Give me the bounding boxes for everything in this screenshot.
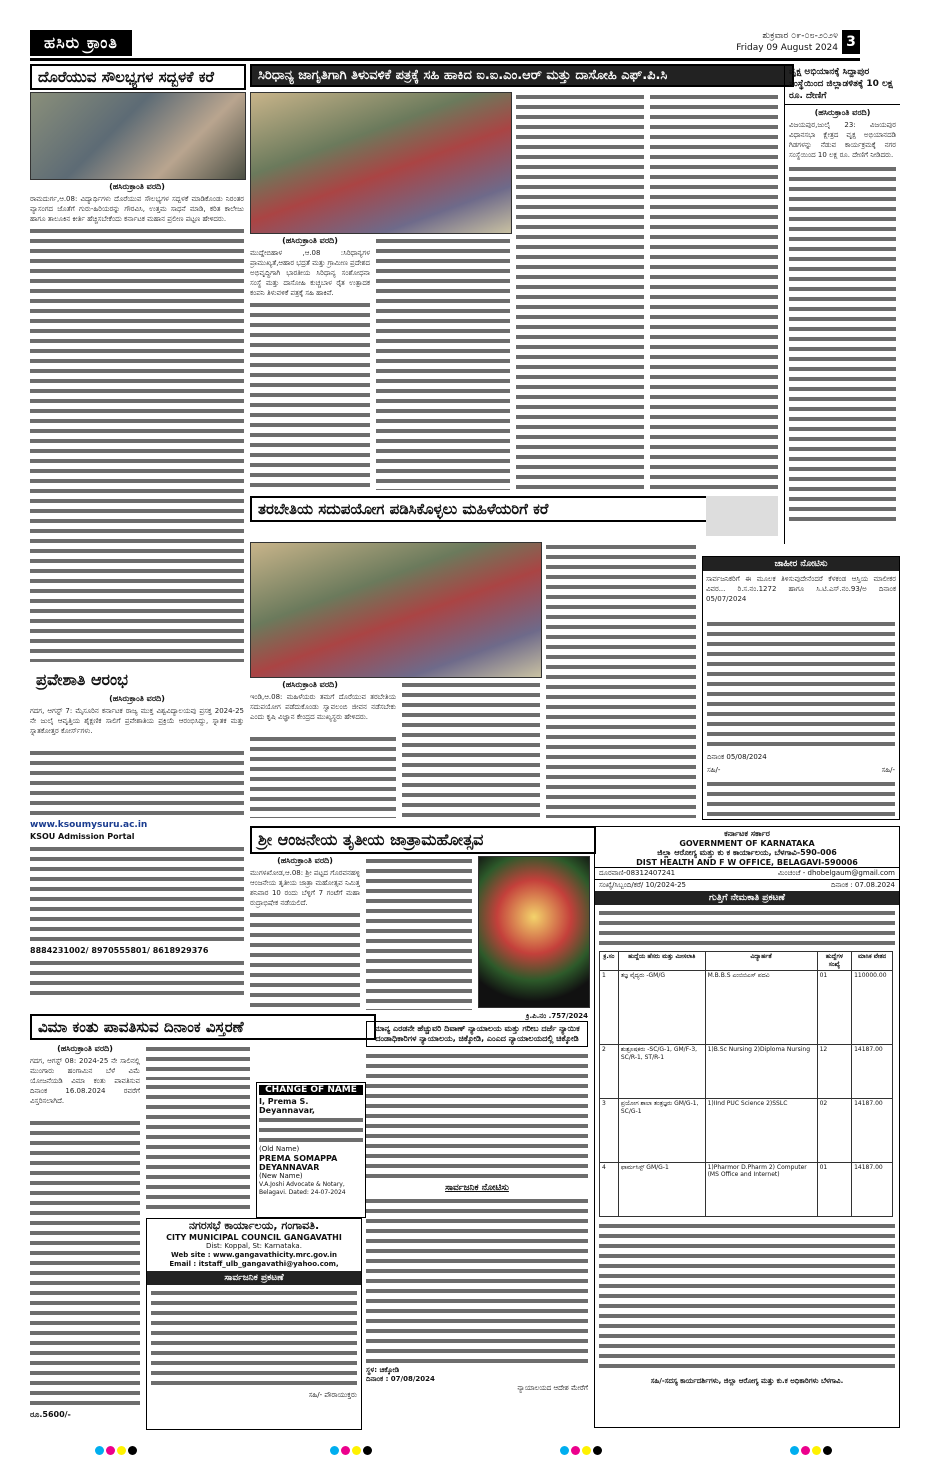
health-gov-en: GOVERNMENT OF KARNATAKA: [679, 839, 815, 848]
jahira-sign-left: ಸಹಿ/-: [707, 766, 721, 774]
registration-marks-center-right: [560, 1440, 604, 1459]
row-count: 12: [817, 1045, 852, 1099]
training-body-col2: [402, 680, 540, 818]
row-qualification: 1)IInd PUC Science 2)SSLC: [705, 1099, 817, 1163]
health-gov-kn: ಕರ್ನಾಟಕ ಸರ್ಕಾರ: [724, 829, 770, 838]
row-count: 01: [817, 971, 852, 1045]
millets-body-col4: [650, 92, 778, 490]
sidebar-headline: ವೃಕ್ಷ ಅಭಿಯಾನಕ್ಕೆ ಸಿದ್ದಾಪುರ ಸಂಸ್ಥೆಯಿಂದ ಜಿಲ್ಲಾಡಳಿತಕ್ಕೆ 10 ಲಕ್ಷ ರೂ. ದೇಣಿಗೆ: [785, 64, 900, 105]
row-post: ತಜ್ಞ ವೈದ್ಯರು -GM/G: [618, 971, 705, 1045]
change-of-name-advocate: V.A.Joshi Advocate & Notary, Belagavi. Dated: 24-07-2024: [259, 1181, 346, 1196]
table-header: ಕ್ರ.ಸಂ: [600, 952, 619, 971]
admission-phones: 8884231002/ 8970555801/ 8618929376: [30, 946, 209, 955]
court-place: ಸ್ಥಳ: ಚಿಕ್ಕೋಡಿ: [366, 1366, 400, 1374]
row-post: ಫಾರ್ಮಸಿಸ್ಟ್ GM/G-1: [618, 1163, 705, 1217]
change-of-name-old-label: (Old Name): [259, 1145, 300, 1153]
change-of-name-old: I, Prema S. Deyannavar,: [259, 1097, 315, 1115]
facilities-photo: [30, 92, 246, 180]
newspaper-title: ಹಸಿರು ಕ್ರಾಂತಿ: [30, 30, 132, 56]
change-of-name-title: CHANGE OF NAME: [259, 1085, 363, 1095]
insurance-amount: ರೂ.5600/-: [30, 1410, 71, 1419]
training-photo: [250, 542, 542, 678]
health-posts-table: [599, 951, 893, 1217]
millets-lead: ಮುದ್ದೇಬಿಹಾಳ ,ಆ.08 :ಸಿರಿಧಾನ್ಯಗಳ ಪ್ರಾಮುಖ್ಯತೆ,ಆಹಾರ ಭದ್ರತೆ ಮತ್ತು ಗ್ರಾಮೀಣ ಪ್ರದೇಶದ ಅಭಿವೃದ್ಧಿಗಾಗಿ ಭಾರತೀಯ ಸಿರಿಧಾನ್ಯ ಸಂಶೋಧನಾ ಸಂಸ್ಥೆ ಮತ್ತು ದಾಸೋಹಿ ಕುಚ್ಚಬಾಳ ರೈತ ಉತ್ಪಾದಕ ಕಂಪನಿ ತಿಳುವಳಿಕೆ ಪತ್ರಕ್ಕೆ ಸಹಿ ಹಾಕಿವೆ.: [250, 249, 370, 297]
health-notice-intro: [599, 908, 895, 948]
court-parties: [366, 1051, 588, 1181]
health-email: ಮಿಂಚಂಚೆ - dhobelgaum@gmail.com: [777, 869, 895, 877]
court-sign: ನ್ಯಾಯಾಲಯದ ಆದೇಶ ಮೇರೆಗೆ: [517, 1384, 588, 1392]
registration-marks-left: [95, 1440, 139, 1459]
row-count: 02: [817, 1099, 852, 1163]
issue-date: [736, 30, 838, 54]
admission-body-2: [30, 844, 244, 944]
admission-website[interactable]: www.ksoumysuru.ac.in: [30, 820, 148, 830]
health-sign: ಸಹಿ/-ಸದಸ್ಯ ಕಾರ್ಯದರ್ಶಿಗಳು, ಜಿಲ್ಲಾ ಆರೋಗ್ಯ ಮತ್ತು ಕು.ಕ ಅಧಿಕಾರಿಗಳು ಬೆಳಗಾವಿ.: [650, 1377, 844, 1385]
health-office-kn: ಜಿಲ್ಲಾ ಆರೋಗ್ಯ ಮತ್ತು ಕು ಕ ಕಾರ್ಯಾಲಯ, ಬೆಳಗಾವಿ-590-006: [657, 848, 837, 857]
issue-date-en: Friday 09 August 2024: [736, 43, 838, 53]
training-lead: ಇಂಡಿ,ಆ.08: ಮಹಿಳೆಯರು ತಮಗೆ ದೊರೆಯುವ ತರಬೇತಿಯ ಸದುಪಯೋಗ ಪಡೆದುಕೊಂಡು ಸ್ವಾವಲಂಬಿ ಜೀವನ ನಡೆಸಬೇಕು ಎಂದು ಕೃಷಿ ವಿಜ್ಞಾನ ಕೇಂದ್ರದ ಮುಖ್ಯಸ್ಥರು ಹೇಳಿದರು.: [250, 693, 396, 721]
jahira-notice-body: [707, 619, 895, 749]
court-date: ದಿನಾಂಕ : 07/08/2024: [366, 1375, 435, 1383]
health-date: ದಿನಾಂಕ : 07.08.2024: [830, 881, 895, 889]
municipal-sign: ಸಹಿ/- ಪೌರಾಯುಕ್ತರು: [308, 1391, 357, 1399]
jatra-byline: (ಹಸಿರುಕ್ರಾಂತಿ ವರದಿ): [277, 856, 333, 865]
jahira-sign-right: ಸಹಿ/-: [881, 766, 895, 774]
health-phone: ದೂರವಾಣಿ-08312407241: [599, 869, 676, 877]
jatra-headline: ಶ್ರೀ ಆಂಜನೇಯ ತೃತೀಯ ಜಾತ್ರಾಮಹೋತ್ಸವ: [250, 826, 596, 854]
millets-body-col2: [376, 236, 510, 490]
row-count: 01: [817, 1163, 852, 1217]
admission-body-3: [30, 958, 244, 998]
municipal-website[interactable]: Web site : www.gangavathicity.mrc.gov.in: [171, 1251, 337, 1259]
row-salary: 14187.00: [852, 1045, 893, 1099]
row-no: 4: [600, 1163, 619, 1217]
jahira-notice: [702, 556, 900, 820]
jatra-body-col2: [366, 856, 472, 1010]
admission-headline: ಪ್ರವೇಶಾತಿ ಆರಂಭ: [30, 668, 242, 692]
facilities-body: [30, 226, 244, 662]
training-spacer: [706, 496, 778, 536]
jahira-notice-lead: ಸಾರ್ವಜನಿಕರಿಗೆ ಈ ಮೂಲಕ ತಿಳಿಸುವುದೇನೆಂದರೆ ಕೆಳಕಂಡ ಆಸ್ತಿಯ ಮಾಲೀಕರ ವಿವರ... ರಿ.ಸ.ನಂ.1272 ಹಾಗೂ ಸಿ.ಟಿ.ಎಸ್.ನಂ.93/ಅ ದಿನಾಂಕ 05/07/2024: [706, 575, 896, 603]
row-salary: 14187.00: [852, 1163, 893, 1217]
jatra-deity-photo: [478, 856, 590, 1008]
registration-marks-center: [330, 1440, 374, 1459]
admission-byline: (ಹಸಿರುಕ್ರಾಂತಿ ವರದಿ): [109, 694, 165, 703]
insurance-body-col3: [146, 1082, 250, 1212]
table-row: [600, 1163, 893, 1217]
row-post: ಪ್ರಯೋಗ ಶಾಲಾ ತಂತ್ರಜ್ಞರು GM/G-1, SC/G-1: [618, 1099, 705, 1163]
change-of-name-new: PREMA SOMAPPA DEYANNAVAR: [259, 1154, 338, 1172]
sidebar-lead: ವಿಜಯಪುರ,ಜುಲೈ 23: ವಿಜಯಪುರ ವಿಧಾನಸಭಾ ಕ್ಷೇತ್ರದ ವೃಕ್ಷ ಅಭಿಯಾನದಡಿ ಗಿಡಗಳನ್ನು ನೆಡುವ ಕಾರ್ಯಕ್ರಮಕ್ಕೆ ನಗರ ಸಂಸ್ಥೆಯಿಂದ 10 ಲಕ್ಷ ರೂ. ದೇಣಿಗೆ ನೀಡಿದರು.: [789, 121, 896, 159]
municipal-notice-title: ಸಾರ್ವಜನಿಕ ಪ್ರಕಟಣೆ: [147, 1271, 361, 1285]
health-notice: [594, 826, 900, 1428]
training-body-col1: [250, 734, 396, 818]
court-case-no: ಕ್ರಿ.ಪಿ.ನಂ .757/2024: [525, 1012, 588, 1020]
insurance-headline: ವಿಮಾ ಕಂತು ಪಾವತಿಸುವ ದಿನಾಂಕ ವಿಸ್ತರಣೆ: [30, 1014, 376, 1040]
sidebar-byline: (ಹಸಿರುಕ್ರಾಂತಿ ವರದಿ): [814, 108, 871, 117]
change-of-name-notice: [256, 1082, 366, 1218]
municipal-notice: [146, 1218, 362, 1430]
court-notice: [366, 1012, 588, 1428]
masthead: [30, 30, 860, 61]
table-row: [600, 1099, 893, 1163]
facilities-byline: (ಹಸಿರುಕ್ರಾಂತಿ ವರದಿ): [109, 182, 165, 191]
municipal-title-en: CITY MUNICIPAL COUNCIL GANGAVATHI: [166, 1233, 342, 1242]
admission-lead: ಗದಗ, ಆಗಸ್ಟ್ 7: ಮೈಸೂರಿನ ಕರ್ನಾಟಕ ರಾಜ್ಯ ಮುಕ್ತ ವಿಶ್ವವಿದ್ಯಾಲಯವು ಪ್ರಸಕ್ತ 2024-25 ನೇ ಜುಲೈ ಆವೃತ್ತಿಯ ಶೈಕ್ಷಣಿಕ ಸಾಲಿಗೆ ಪ್ರವೇಶಾತಿಯ ಪ್ರಕ್ರಿಯೆ ಆರಂಭಿಸಿದ್ದು, ಸ್ನಾತಕ ಮತ್ತು ಸ್ನಾತಕೋತ್ತರ ಕೋರ್ಸ್‌ಗಳು.: [30, 707, 244, 735]
millets-headline: ಸಿರಿಧಾನ್ಯ ಜಾಗೃತಿಗಾಗಿ ತಿಳುವಳಿಕೆ ಪತ್ರಕ್ಕೆ ಸಹಿ ಹಾಕಿದ ಐ.ಐ.ಎಂ.ಆರ್ ಮತ್ತು ದಾಸೋಹಿ ಎಫ್.ಪಿ.ಸಿ: [250, 64, 794, 87]
row-salary: 110000.00: [852, 971, 893, 1045]
millets-byline: (ಹಸಿರುಕ್ರಾಂತಿ ವರದಿ): [282, 236, 338, 245]
health-notice-title: ಗುತ್ತಿಗೆ ನೇಮಕಾತಿ ಪ್ರಕಟಣೆ: [595, 891, 899, 905]
row-no: 2: [600, 1045, 619, 1099]
health-ref: ಸಂಖ್ಯೆ/ಸಿಬ್ಬಂದಿ/ಕರೆ/ 10/2024-25: [599, 881, 686, 889]
row-salary: 14187.00: [852, 1099, 893, 1163]
sidebar-article: [784, 64, 900, 544]
table-header: ಹುದ್ದೆಗಳ ಸಂಖ್ಯೆ: [817, 952, 852, 971]
facilities-lead: ರಾಮದುರ್ಗ,ಆ.08: ವಿದ್ಯಾರ್ಥಿಗಳು ದೊರೆಯುವ ಸೌಲಭ್ಯಗಳ ಸದ್ಬಳಕೆ ಮಾಡಿಕೊಂಡು ನಿರಂತರ ವ್ಯಾಸಂಗದ ಜೊತೆಗೆ ಗುರು-ಹಿರಿಯರನ್ನು ಗೌರವಿಸಿ, ಉತ್ತಮ ಸಾಧನೆ ಮಾಡಿ, ಕರಿತ ಕಾಲೇಜು ಹಾಗೂ ತಾಲೂಕಿನ ಕೀರ್ತಿ ಹೆಚ್ಚಿಸಬೇಕೆಂದು ಕರ್ನಾಟಕ ಮಹಾನ ಪ್ರಲೀಣ ಪಟ್ಟಣ ಹೇಳಿದರು.: [30, 195, 244, 223]
municipal-email[interactable]: Email : itstaff_ulb_gangavathi@yahoo.com,: [169, 1260, 339, 1268]
row-qualification: 1)B.Sc Nursing 2)Diploma Nursing: [705, 1045, 817, 1099]
facilities-headline: ದೊರೆಯುವ ಸೌಲಭ್ಯಗಳ ಸದ್ಬಳಕೆ ಕರೆ: [30, 64, 246, 90]
jahira-notice-date: ದಿನಾಂಕ 05/08/2024: [707, 753, 767, 761]
millets-photo: [250, 92, 512, 234]
municipal-title: ನಗರಸಭೆ ಕಾರ್ಯಾಲಯ, ಗಂಗಾವತಿ.: [188, 1219, 320, 1232]
municipal-district: Dist: Koppal, St: Karnataka.: [206, 1242, 302, 1250]
table-header-row: [600, 952, 893, 971]
insurance-byline: (ಹಸಿರುಕ್ರಾಂತಿ ವರದಿ): [57, 1044, 113, 1053]
sidebar-body: [789, 164, 896, 524]
issue-date-kn: ಶುಕ್ರವಾರ ೦೯-೦೮-೨೦೨೪: [762, 31, 838, 41]
insurance-lead: ಗದಗ, ಆಗಸ್ಟ್ 08: 2024-25 ನೇ ಸಾಲಿನಲ್ಲಿ ಮುಂಗಾರು ಹಂಗಾಮಿನ ಬೆಳೆ ವಿಮೆ ಯೋಜನೆಯಡಿ ವಿಮಾ ಕಂತು ಪಾವತಿಸುವ ದಿನಾಂಕ 16.08.2024 ರವರೆಗೆ ವಿಸ್ತರಿಸಲಾಗಿದೆ.: [30, 1057, 140, 1105]
insurance-body-col2: [146, 1044, 250, 1080]
change-of-name-body: [259, 1115, 363, 1145]
training-body-col3: [546, 542, 696, 818]
page-number: 3: [842, 30, 860, 54]
change-of-name-new-label: (New Name): [259, 1172, 303, 1180]
jatra-body-col1: [250, 910, 360, 1010]
court-title: ಮಾನ್ಯ ಎರಡನೇ ಹೆಚ್ಚುವರಿ ದಿವಾಣ್ ನ್ಯಾಯಾಲಯ ಮತ್ತು ಗರೀಬ ದರ್ಜೆ ನ್ಯಾಯಿಕ ದಂಡಾಧಿಕಾರಿಗಳ ನ್ಯಾಯಾಲಯ, ಚಿಕ್ಕೋಡಿ, ಎಂಎದ ನ್ಯಾಯಾಲಯದಲ್ಲಿ ಚಿಕ್ಕೋಡಿ: [366, 1021, 588, 1047]
training-byline: (ಹಸಿರುಕ್ರಾಂತಿ ವರದಿ): [282, 680, 338, 689]
row-no: 3: [600, 1099, 619, 1163]
court-notice-title: ಸಾರ್ವಜನಿಕ ನೋಟಿಸು: [445, 1183, 509, 1193]
registration-marks-right: [790, 1440, 834, 1459]
table-header: ವಿದ್ಯಾರ್ಹತೆ: [705, 952, 817, 971]
health-notice-terms: [599, 1221, 895, 1371]
insurance-body-col1: [30, 1118, 140, 1408]
table-header: ಹುದ್ದೆಯ ಹೆಸರು ಮತ್ತು ಮೀಸಲಾತಿ: [618, 952, 705, 971]
jahira-notice-list: [707, 779, 895, 819]
row-post: ಶುಶ್ರೂಷಕರು -SC/G-1, GM/F-3, SC/R-1, ST/R-1: [618, 1045, 705, 1099]
municipal-notice-body: [151, 1288, 357, 1388]
row-no: 1: [600, 971, 619, 1045]
row-qualification: 1)Pharmor D.Pharm 2) Computer (MS Office and Internet): [705, 1163, 817, 1217]
millets-body-col3: [516, 92, 644, 490]
admission-portal: KSOU Admission Portal: [30, 832, 135, 841]
jatra-lead: ಮುಗಳಖೋಡ,ಆ.08: ಶ್ರೀ ಪಟ್ಟದ ಗೊರವನಹಳ್ಳಿ ಆಂಜನೇಯ ತೃತೀಯ ಜಾತ್ರಾ ಮಹೋತ್ಸವ ನಿಮಿತ್ತ ಶನಿವಾರ 10 ರಂದು ಬೆಳ್ಳಿಗೆ 7 ಗಂಟೆಗೆ ಮಹಾ ರುದ್ರಾಭಿಷೇಕ ನಡೆಯಲಿದೆ.: [250, 869, 360, 907]
table-row: [600, 1045, 893, 1099]
training-headline: ತರಬೇತಿಯ ಸದುಪಯೋಗ ಪಡಿಸಿಕೊಳ್ಳಲು ಮಹಿಳೆಯರಿಗೆ ಕರೆ: [250, 496, 716, 522]
table-row: [600, 971, 893, 1045]
court-notice-body: [366, 1196, 588, 1366]
jahira-notice-title: ಜಾಹೀರ ನೋಟಿಸು: [703, 557, 899, 571]
table-header: ಮಾಸಿಕ ವೇತನ: [852, 952, 893, 971]
admission-body: [30, 748, 244, 818]
millets-body-col1: [250, 300, 370, 490]
health-office-en: DIST HEALTH AND F W OFFICE, BELAGAVI-590006: [636, 858, 858, 867]
row-qualification: M.B.B.S ಎಂಬಿಬಿಎಸ್ ಪದವಿ: [705, 971, 817, 1045]
